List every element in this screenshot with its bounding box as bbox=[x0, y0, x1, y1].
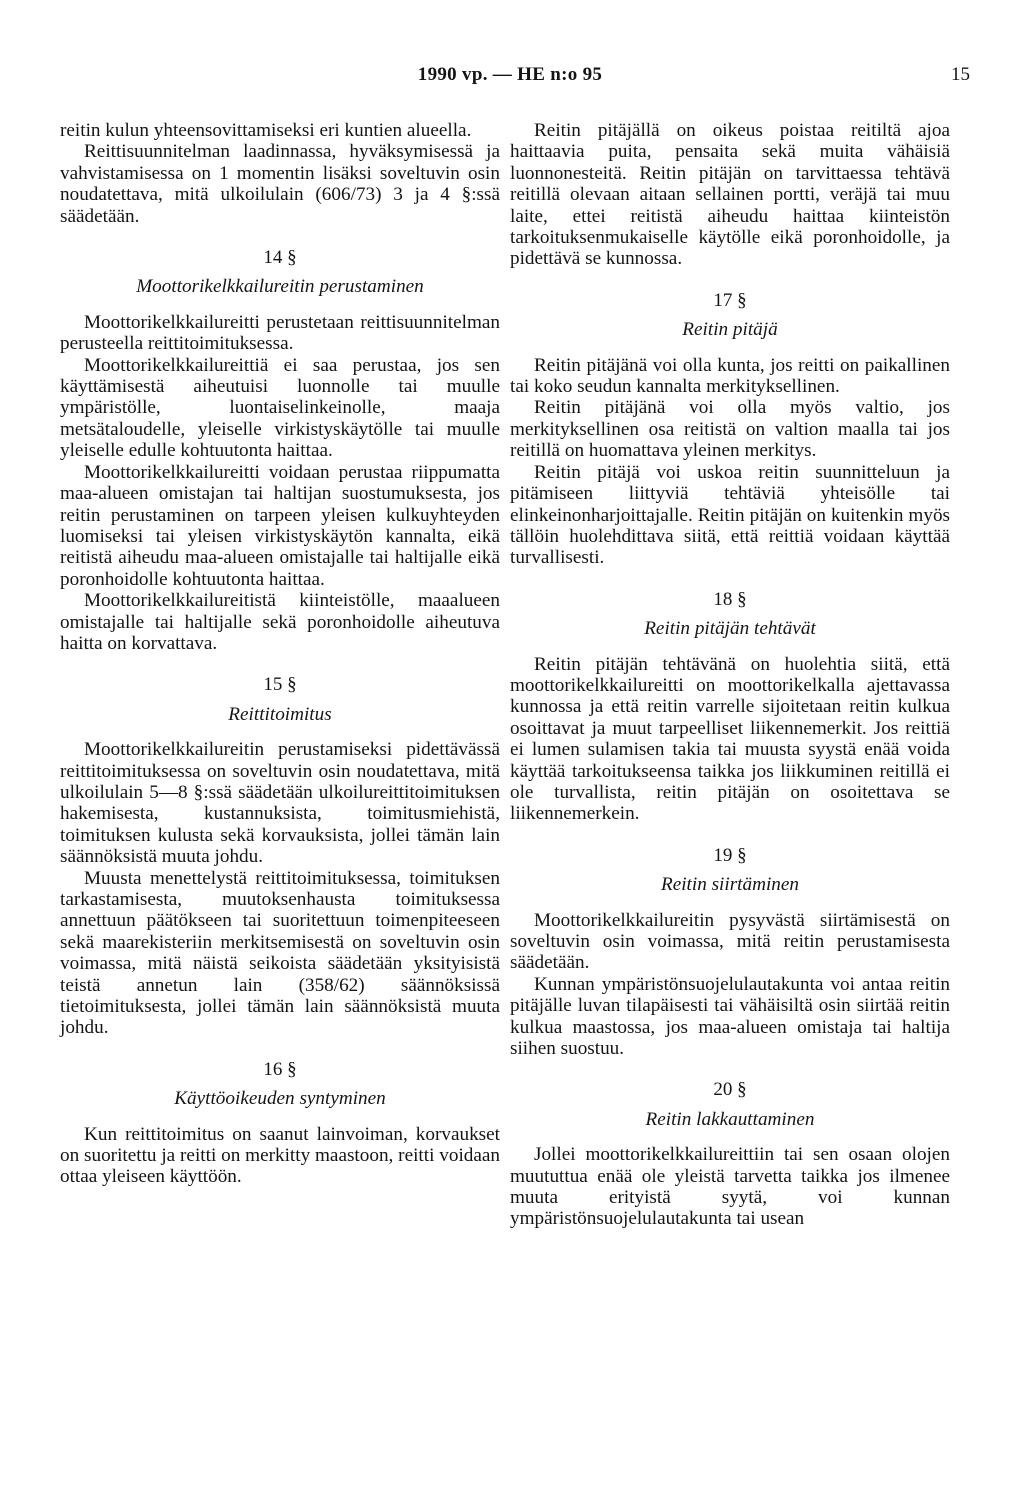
paragraph: Kunnan ympäristönsuojelulautakunta voi antaa reitin pitäjälle luvan tilapäisesti tai vähäisiltä osin siirtää reitin kulkua maastossa, jos maa-alueen omistaja tai haltija siihen suostuu. bbox=[510, 973, 950, 1060]
section-title: Reitin pitäjän tehtävät bbox=[644, 618, 816, 640]
section-number: 16 § bbox=[263, 1058, 297, 1080]
section-number: 18 § bbox=[713, 588, 747, 610]
left-column bbox=[60, 120, 500, 1188]
paragraph: Moottorikelkkailureitistä kiinteistölle, maaalueen omistajalle tai haltijalle sekä poronhoidolle aiheutuva haitta on korvattava. bbox=[60, 590, 500, 654]
page-number: 15 bbox=[951, 64, 970, 85]
paragraph: Reitin pitäjänä voi olla kunta, jos reitti on paikallinen tai koko seudun kannalta merkityksellinen. bbox=[510, 354, 950, 398]
paragraph: Reitin pitäjä voi uskoa reitin suunnitteluun ja pitämiseen liittyviä tehtäviä yhteisölle tai elinkeinonharjoittajalle. Reitin pitäjän on kuitenkin myös tällöin huolehdittava siitä, että reittiä voidaan käyttää turvallisesti. bbox=[510, 461, 950, 569]
section-heading-19 bbox=[510, 845, 950, 896]
section-number: 17 § bbox=[713, 289, 747, 311]
paragraph: Moottorikelkkailureitti perustetaan reittisuunnitelman perusteella reittitoimituksessa. bbox=[60, 311, 500, 355]
section-number: 20 § bbox=[713, 1079, 747, 1101]
paragraph: Reitin pitäjänä voi olla myös valtio, jos merkityksellinen osa reitistä on valtion maalla tai jos reitillä on huomattava yleinen merkitys. bbox=[510, 397, 950, 462]
paragraph: Muusta menettelystä reittitoimituksessa, toimituksen tarkastamisesta, muutoksenhausta toimituksessa annettuun päätökseen tai suoritettuun toimenpiteeseen sekä maarekisteriin merkitsemisestä on soveltuvin osin voimassa, mitä näistä seikoista säädetään yksityisistä teistä annetun lain (358/62) säännöksissä tietoimituksesta, jollei tämän lain säännöksistä muuta johdu. bbox=[60, 867, 500, 1039]
section-title: Reitin pitäjä bbox=[682, 319, 778, 341]
paragraph: Moottorikelkkailureittiä ei saa perustaa, jos sen käyttämisestä aiheutuisi luonnolle tai muulle ympäristölle, luontaiselinkeinolle, maaja metsätaloudelle, yleiselle virkistyskäytölle tai muulle yleiselle edulle kohtuutonta haittaa. bbox=[60, 354, 500, 462]
section-heading-14 bbox=[60, 247, 500, 298]
section-heading-18 bbox=[510, 589, 950, 640]
right-column bbox=[510, 120, 950, 1230]
paragraph: Moottorikelkkailureitin perustamiseksi pidettävässä reittitoimituksessa on soveltuvin osin noudatettava, mitä ulkoilulain 5—8 §:ssä säädetään ulkoilureittitoimituksen hakemisesta, kustannuksista, toimitusmiehistä, toimituksen kulusta sekä korvauksista, jollei tämän lain säännöksistä muuta johdu. bbox=[60, 739, 500, 868]
paragraph: Jollei moottorikelkkailureittiin tai sen osaan olojen muututtua enää ole yleistä tarvetta taikka jos ilmenee muuta erityistä syytä, voi kunnan ympäristönsuojelulautakunta tai usean bbox=[510, 1144, 950, 1230]
section-heading-20 bbox=[510, 1079, 950, 1130]
section-number: 14 § bbox=[263, 247, 297, 269]
section-heading-16 bbox=[60, 1059, 500, 1110]
paragraph: Reitin pitäjällä on oikeus poistaa reitiltä ajoa haittaavia puita, pensaita sekä muita vähäisiä luonnonesteitä. Reitin pitäjän on tarvittaessa tehtävä reitillä olevaan aitaan sellainen portti, veräjä tai muu laite, ettei reitistä aiheudu haittaa kiinteistön tarkoituksenmukaiselle käytölle eikä poronhoidolle, ja pidettävä se kunnossa. bbox=[510, 120, 950, 270]
page-header bbox=[0, 64, 1024, 96]
paragraph: Kun reittitoimitus on saanut lainvoiman, korvaukset on suoritettu ja reitti on merkitty maastoon, reitti voidaan ottaa yleiseen käyttöön. bbox=[60, 1123, 500, 1188]
section-number: 15 § bbox=[263, 674, 297, 696]
paragraph: Reittisuunnitelman laadinnassa, hyväksymisessä ja vahvistamisessa on 1 momentin lisäksi soveltuvin osin noudatettava, mitä ulkoilulain (606/73) 3 ja 4 §:ssä säädetään. bbox=[60, 141, 500, 227]
section-heading-17 bbox=[510, 290, 950, 341]
running-head: 1990 vp. — HE n:o 95 bbox=[417, 64, 603, 85]
section-title: Käyttöoikeuden syntyminen bbox=[174, 1088, 386, 1110]
paragraph: Moottorikelkkailureitti voidaan perustaa riippumatta maa-alueen omistajan tai haltijan suostumuksesta, jos reitin perustaminen on tarpeen yleisen kulkuyhteyden luomiseksi tai yleisen virkistyskäytön kannalta, eikä reitistä aiheudu maa-alueen omistajalle tai haltijalle eikä poronhoidolle kohtuutonta haittaa. bbox=[60, 461, 500, 590]
paragraph: Moottorikelkkailureitin pysyvästä siirtämisestä on soveltuvin osin voimassa, mitä reitin perustamisesta säädetään. bbox=[510, 909, 950, 974]
paragraph: Reitin pitäjän tehtävänä on huolehtia siitä, että moottorikelkkailureitti on moottorikelkalla ajettavassa kunnossa ja että reitin varrelle sijoitetaan reitin kulkua osoittavat ja muut tarpeelliset liikennemerkit. Jos reittiä ei lumen sulamisen takia tai muusta syystä enää voida käyttää tarkoitukseensa taikka jos liikkuminen reitillä ei ole turvallista, reitin pitäjän on osoitettava se liikennemerkein. bbox=[510, 653, 950, 825]
section-title: Reitin lakkauttaminen bbox=[645, 1108, 815, 1130]
section-title: Moottorikelkkailureitin perustaminen bbox=[136, 276, 424, 298]
section-number: 19 § bbox=[713, 844, 747, 866]
paragraph: reitin kulun yhteensovittamiseksi eri kuntien alueella. bbox=[60, 120, 472, 141]
section-title: Reittitoimitus bbox=[228, 703, 332, 725]
section-heading-15 bbox=[60, 674, 500, 725]
section-title: Reitin siirtäminen bbox=[660, 874, 800, 896]
